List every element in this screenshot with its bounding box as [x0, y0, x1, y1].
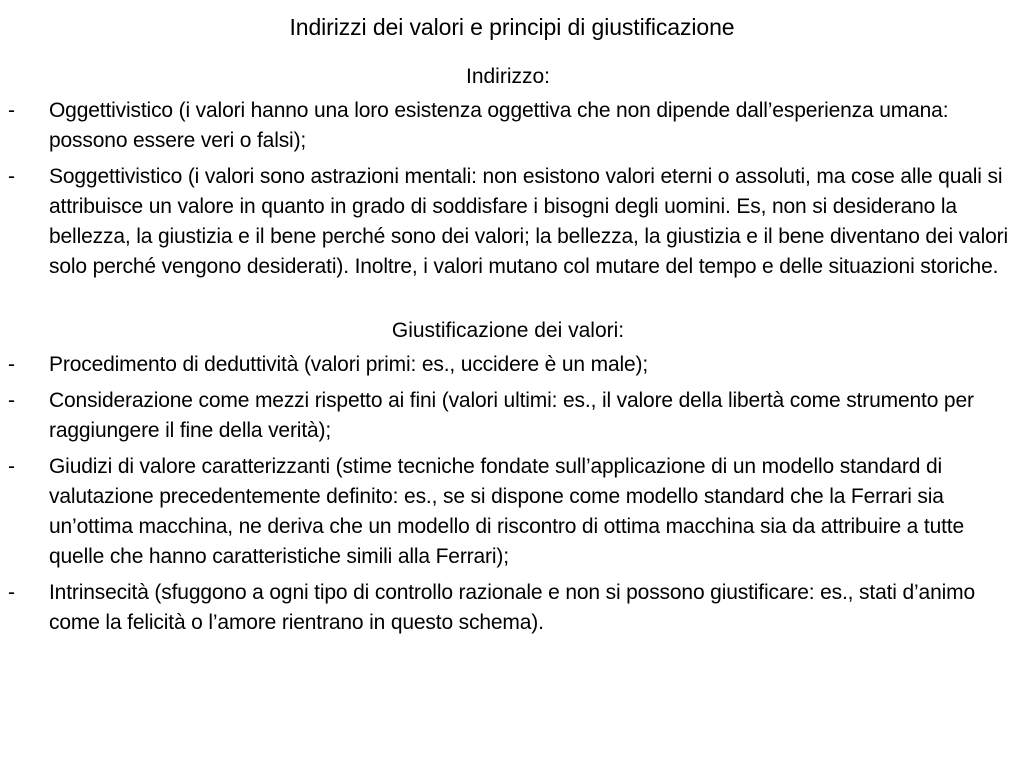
list-item-text: Oggettivistico (i valori hanno una loro esistenza oggettiva che non dipende dall’esperienza umana: possono essere veri o falsi); — [49, 99, 949, 152]
bullet-dash: - — [8, 353, 15, 376]
list-item-text: Soggettivistico (i valori sono astrazioni mentali: non esistono valori eterni o assoluti, ma cose alle quali si attribuisce un valore in quanto in grado di soddisfare i bisogni degli uomini. Es, non si desiderano la bellezza, la giustizia e il bene perché sono dei valori; la bellezza, la giustizia e il bene diventano dei valori solo perché vengono desiderati). Inoltre, i valori mutano col mutare del tempo e delle situazioni storiche. — [49, 165, 1008, 278]
list-item-text: Intrinsecità (sfuggono a ogni tipo di controllo razionale e non si possono giustificare: es., stati d’animo come la felicità o l’amore rientrano in questo schema). — [49, 581, 975, 634]
giustificazione-list — [8, 350, 1008, 638]
indirizzo-list — [8, 96, 1008, 282]
slide-content — [8, 62, 1008, 644]
list-item-text: Considerazione come mezzi rispetto ai fini (valori ultimi: es., il valore della libertà come strumento per raggiungere il fine della verità); — [49, 389, 974, 442]
list-item — [8, 96, 1008, 156]
section-heading-giustificazione: Giustificazione dei valori: — [391, 319, 625, 342]
section-heading-indirizzo: Indirizzo: — [465, 65, 551, 88]
bullet-dash: - — [8, 455, 15, 478]
list-item-text: Procedimento di deduttività (valori primi: es., uccidere è un male); — [49, 353, 649, 376]
bullet-dash: - — [8, 165, 15, 188]
bullet-dash: - — [8, 99, 15, 122]
list-item — [8, 350, 1008, 380]
list-item — [8, 452, 1008, 572]
bullet-dash: - — [8, 389, 15, 412]
list-item — [8, 162, 1008, 282]
list-item — [8, 386, 1008, 446]
list-item — [8, 578, 1008, 638]
bullet-dash: - — [8, 581, 15, 604]
list-item-text: Giudizi di valore caratterizzanti (stime tecniche fondate sull’applicazione di un modello standard di valutazione precedentemente definito: es., se si dispone come modello standard che la Ferrari sia un’ottima macchina, ne deriva che un modello di riscontro di ottima macchina sia da attribuire a tutte quelle che hanno caratteristiche simili alla Ferrari); — [49, 455, 965, 568]
slide-title: Indirizzi dei valori e principi di giustificazione — [289, 14, 735, 40]
